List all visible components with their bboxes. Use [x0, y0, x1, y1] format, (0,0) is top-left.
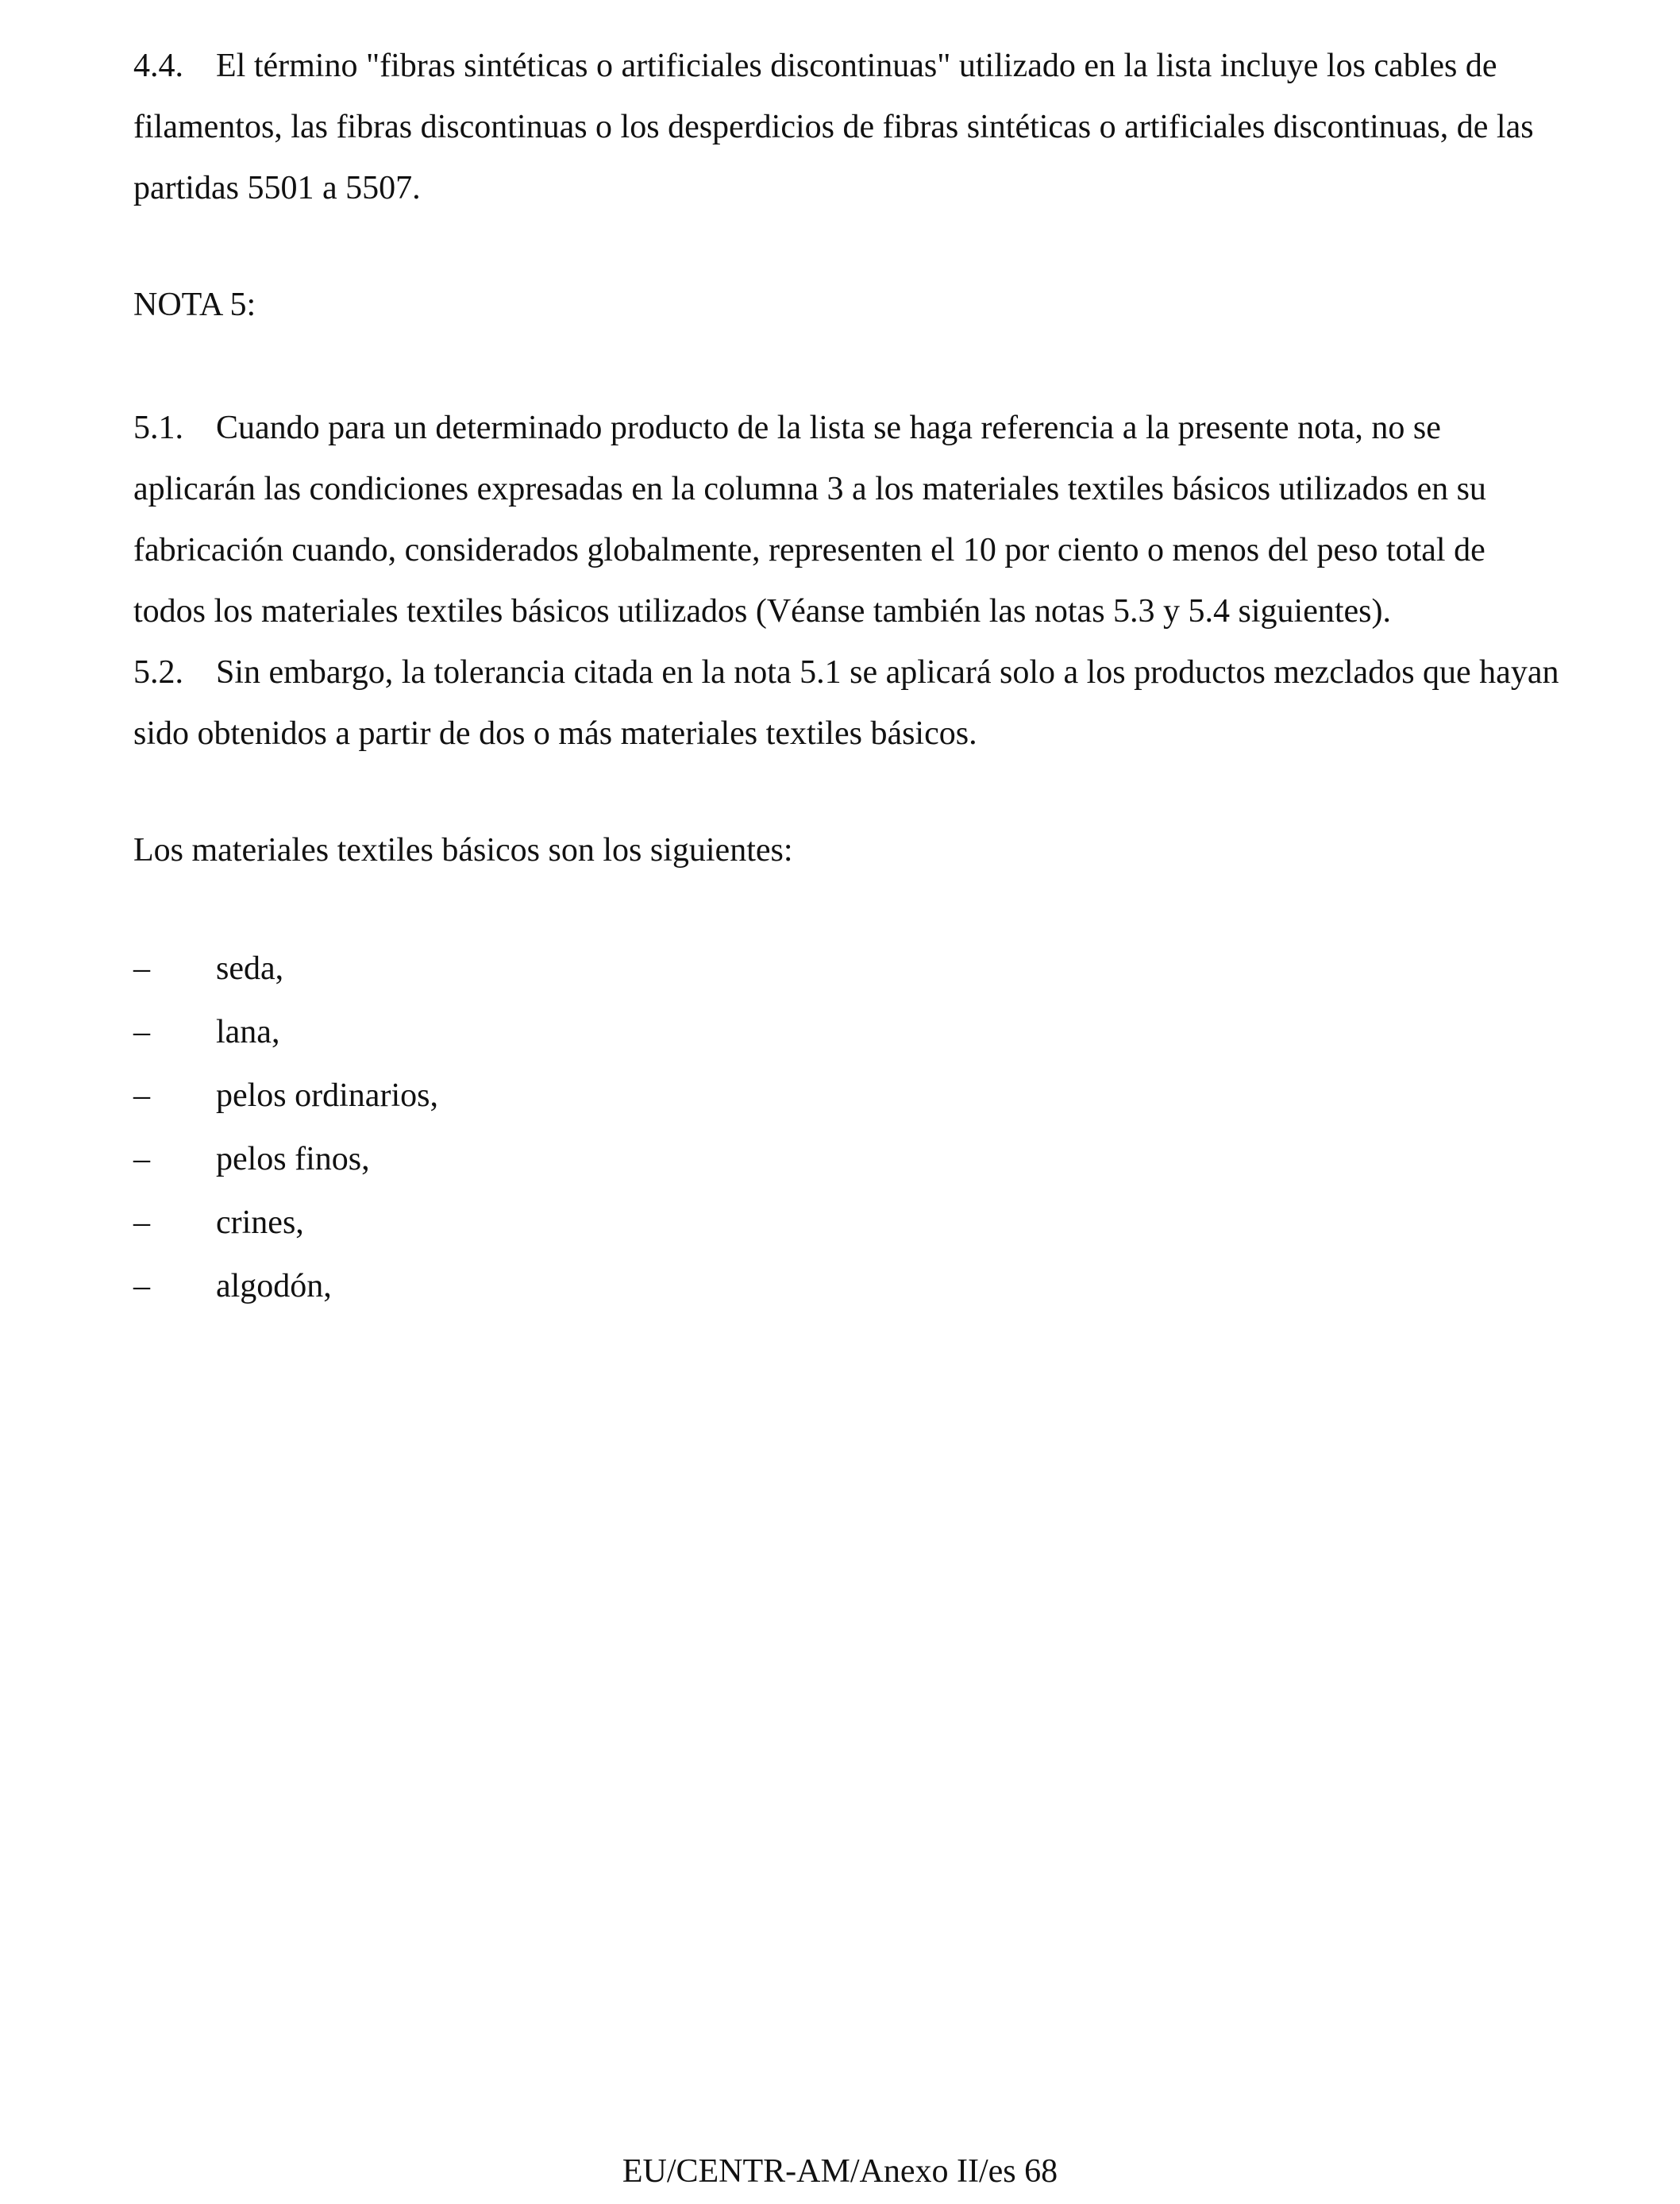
document-page: [133, 36, 1562, 1318]
paragraph-text: Cuando para un determinado producto de la lista se haga referencia a la presente nota, no se aplicarán las condiciones expresadas en la columna 3 a los materiales textiles básicos utilizados en su fabricación cuando, considerados globalmente, representen el 10 por ciento o menos del peso total de todos los materiales textiles básicos utilizados (Véanse también las notas 5.3 y 5.4 siguientes).: [133, 410, 1486, 630]
list-item: [133, 937, 1562, 1000]
materials-list: [133, 937, 1562, 1318]
dash-bullet: –: [133, 1077, 150, 1114]
paragraph-number: 4.4.: [133, 48, 183, 84]
list-item: [133, 1000, 1562, 1064]
dash-bullet: –: [133, 1141, 150, 1177]
list-item: [133, 1127, 1562, 1191]
paragraph-5-2: [133, 642, 1562, 765]
paragraph-number: 5.1.: [133, 410, 183, 446]
list-item-text: pelos ordinarios,: [216, 1077, 438, 1114]
paragraph-text: Sin embargo, la tolerancia citada en la nota 5.1 se aplicará solo a los productos mezclados que hayan sido obtenidos a partir de dos o más materiales textiles básicos.: [133, 654, 1559, 752]
dash-bullet: –: [133, 1204, 150, 1241]
paragraph-number: 5.2.: [133, 654, 183, 691]
dash-bullet: –: [133, 1014, 150, 1050]
note-5-heading: NOTA 5:: [133, 287, 256, 323]
paragraph-4-4: [133, 36, 1562, 219]
list-item-text: lana,: [216, 1014, 280, 1050]
paragraph-text: El término "fibras sintéticas o artificiales discontinuas" utilizado en la lista incluye los cables de filamentos, las fibras discontinuas o los desperdicios de fibras sintéticas o artificiales discontinuas, de las partidas 5501 a 5507.: [133, 48, 1534, 206]
dash-bullet: –: [133, 950, 150, 987]
list-item: [133, 1064, 1562, 1127]
paragraph-5-1: [133, 398, 1562, 642]
dash-bullet: –: [133, 1268, 150, 1304]
list-item-text: crines,: [216, 1204, 304, 1241]
page-footer-reference: EU/CENTR-AM/Anexo II/es 68: [622, 2153, 1058, 2190]
list-intro: Los materiales textiles básicos son los siguientes:: [133, 832, 793, 869]
list-item-text: algodón,: [216, 1268, 332, 1304]
list-item: [133, 1191, 1562, 1254]
list-item-text: pelos finos,: [216, 1141, 370, 1177]
list-item-text: seda,: [216, 950, 284, 987]
list-item: [133, 1254, 1562, 1318]
